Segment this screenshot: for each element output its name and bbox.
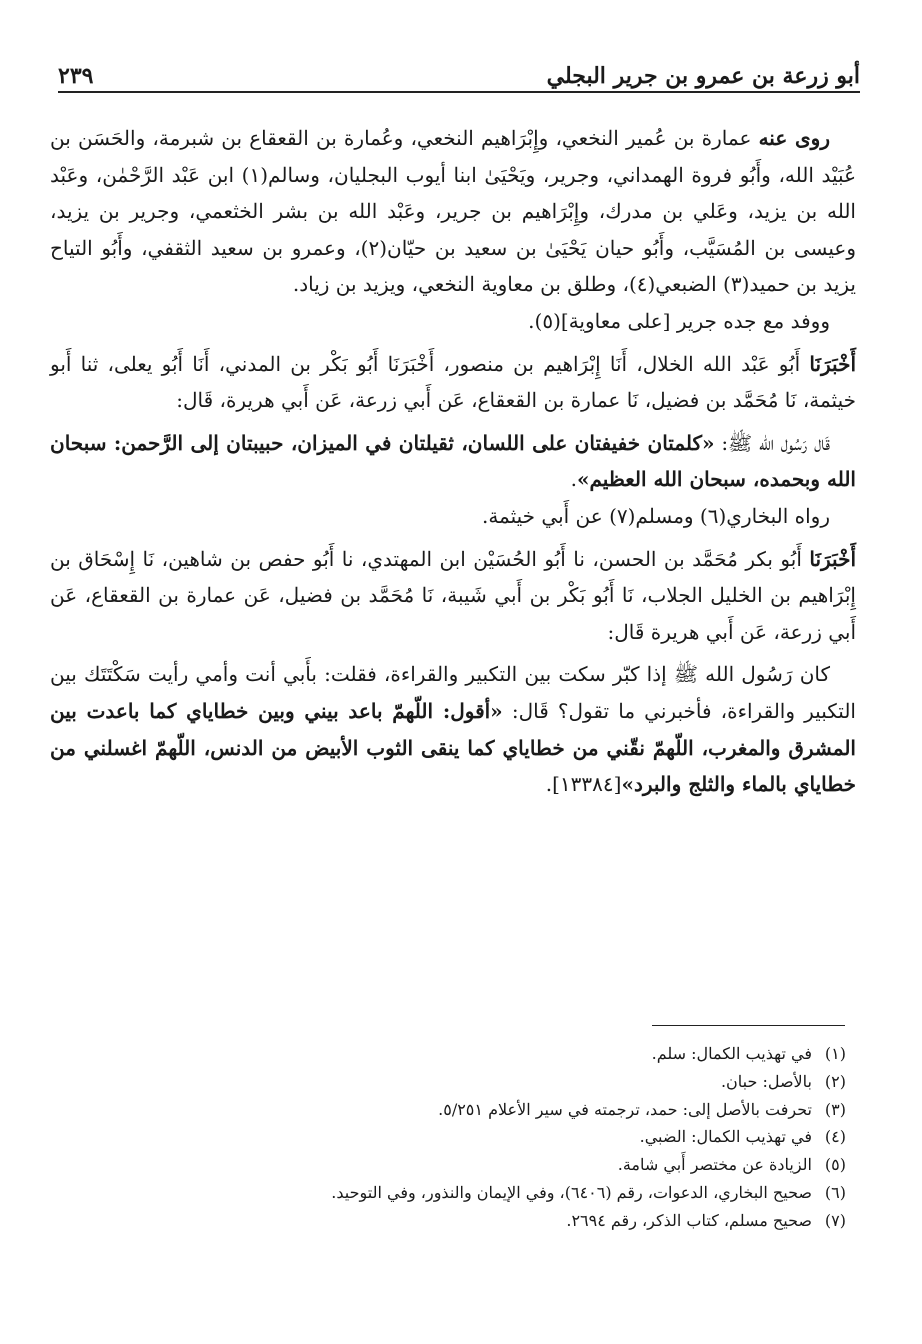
page-header xyxy=(58,55,860,89)
takhrij-paragraph xyxy=(50,498,856,535)
footnote-text: بالأصل: حبان. xyxy=(720,1071,812,1091)
paragraph-text: رواه البخاري(٦) ومسلم(٧) عن أَبي خيثمة. xyxy=(481,503,830,528)
footnote xyxy=(60,1179,846,1207)
paragraph-text: ووفد مع جده جرير [على معاوية](٥). xyxy=(528,308,830,333)
hadith-matn: «كلمتان خفيفتان على اللسان، ثقيلتان في الميزان، حبيبتان إلى الرَّحمن: سبحان الله وبحمده، سبحان الله العظيم» xyxy=(50,430,856,492)
footnote-text: في تهذيب الكمال: سلم. xyxy=(651,1044,812,1063)
header-rule xyxy=(58,91,860,93)
footnote xyxy=(60,1207,846,1235)
hadith-paragraph-2 xyxy=(50,656,856,802)
footnote-text: صحيح مسلم، كتاب الذكر، رقم ٢٦٩٤. xyxy=(566,1210,812,1230)
hadith-intro: كان رَسُول الله ﷺ إذا كبّر سكت بين التكبير والقراءة، فقلت: بأَبي أنت وأمي رأيت سَكْتَتَك بين التكبير والقراءة، فأخبرني ما تقول؟ قَال: xyxy=(50,662,856,723)
hadith-intro: قَال رَسُول الله ﷺ: xyxy=(714,430,830,455)
footnote-text: صحيح البخاري، الدعوات، رقم (٦٤٠٦)، وفي الإيمان والنذور، وفي التوحيد. xyxy=(331,1182,812,1202)
footnote xyxy=(60,1068,846,1096)
hadith-matn: «أقول: اللّهمّ باعد بيني وبين خطاياي كما باعدت بين المشرق والمغرب، اللّهمّ نقّني من خطاياي كما ينقى الثوب الأبيض من الدنس، اللّهمّ اغسلني من خطاياي بالماء والثلج والبرد» xyxy=(50,698,856,797)
hadith-tail: . xyxy=(570,467,577,492)
narrators-paragraph xyxy=(50,120,856,303)
footnote xyxy=(60,1040,846,1068)
running-title: أبو زرعة بن عمرو بن جرير البجلي xyxy=(546,63,860,89)
footnotes xyxy=(60,1040,846,1235)
footnote xyxy=(60,1096,846,1124)
main-text xyxy=(50,120,856,803)
isnad-paragraph-1 xyxy=(50,346,856,419)
paragraph-text: أَبُو بكر مُحَمَّد بن الحسن، نا أَبُو الحُسَيْن ابن المهتدي، نا أَبُو حفص بن شاهين، نَا إِسْحَاق بن إِبْرَاهيم بن الخليل الجلاب، نَا أَبُو بَكْر بن أَبي شَيبة، نَا مُحَمَّد بن فضيل، عَن عمارة بن القعقاع، عَن أَبي زرعة، عَن أَبي هريرة قَال: xyxy=(50,546,856,644)
paragraph-lead: أَخْبَرَنَا xyxy=(809,546,856,571)
paragraph-text: أَبُو عَبْد الله الخلال، أَنَا إِبْرَاهيم بن منصور، أَخْبَرَنَا أَبُو بَكْر بن المدني، أَنَا أَبُو يعلى، ثنا أَبو خيثمة، نَا مُحَمَّد بن فضيل، نَا عمارة بن القعقاع، عَن أَبي زرعة، عَن أَبي هريرة، قَال: xyxy=(50,351,856,413)
paragraph-lead: أَخْبَرَنَا xyxy=(809,351,856,376)
paragraph-text: عمارة بن عُمير النخعي، وإِبْرَاهيم النخعي، وعُمارة بن القعقاع بن شبرمة، والحَسَن بن عُبَيْد الله، وأَبُو فروة الهمداني، وجرير، ويَحْيَىٰ ابنا أيوب البجليان، وسالم(١) ابن عَبْد الرَّحْمٰن، وعَبْد الله بن يزيد، وعَلي بن مدرك، وإِبْرَاهيم بن جرير، وعَبْد الله بن بشر الخثعمي، وجرير بن يزيد، وعيسى بن المُسَيَّب، وأَبُو حيان يَحْيَىٰ بن سعيد بن حيّان(٢)، وعمرو بن سعيد الثقفي، وأَبُو التياح يزيد بن حميد(٣) الضبعي(٤)، وطلق بن معاوية النخعي، ويزيد بن زياد. xyxy=(50,126,856,297)
footnote-separator xyxy=(652,1025,845,1026)
footnote-number: (٥) xyxy=(824,1155,846,1175)
footnote-number: (٤) xyxy=(824,1127,846,1147)
footnote-text: في تهذيب الكمال: الضبي. xyxy=(639,1127,812,1147)
isnad-paragraph-2 xyxy=(50,541,856,651)
hadith-tail: [١٣٣٨٤]. xyxy=(545,772,622,797)
footnote-number: (٢) xyxy=(824,1071,846,1091)
wafd-paragraph xyxy=(50,303,856,340)
footnote-number: (٧) xyxy=(824,1210,846,1230)
footnote-number: (١) xyxy=(824,1044,846,1063)
footnote xyxy=(60,1151,846,1179)
footnote xyxy=(60,1123,846,1151)
hadith-paragraph-1 xyxy=(50,425,856,498)
footnote-text: تحرفت بالأصل إلى: حمد، ترجمته في سير الأعلام ٥/٢٥١. xyxy=(438,1099,812,1119)
page-number: ٢٣٩ xyxy=(58,63,94,89)
footnote-number: (٣) xyxy=(824,1099,846,1119)
footnote-number: (٦) xyxy=(824,1182,846,1202)
footnote-text: الزيادة عن مختصر أَبي شامة. xyxy=(617,1155,812,1175)
paragraph-lead: روى عنه xyxy=(758,126,830,150)
